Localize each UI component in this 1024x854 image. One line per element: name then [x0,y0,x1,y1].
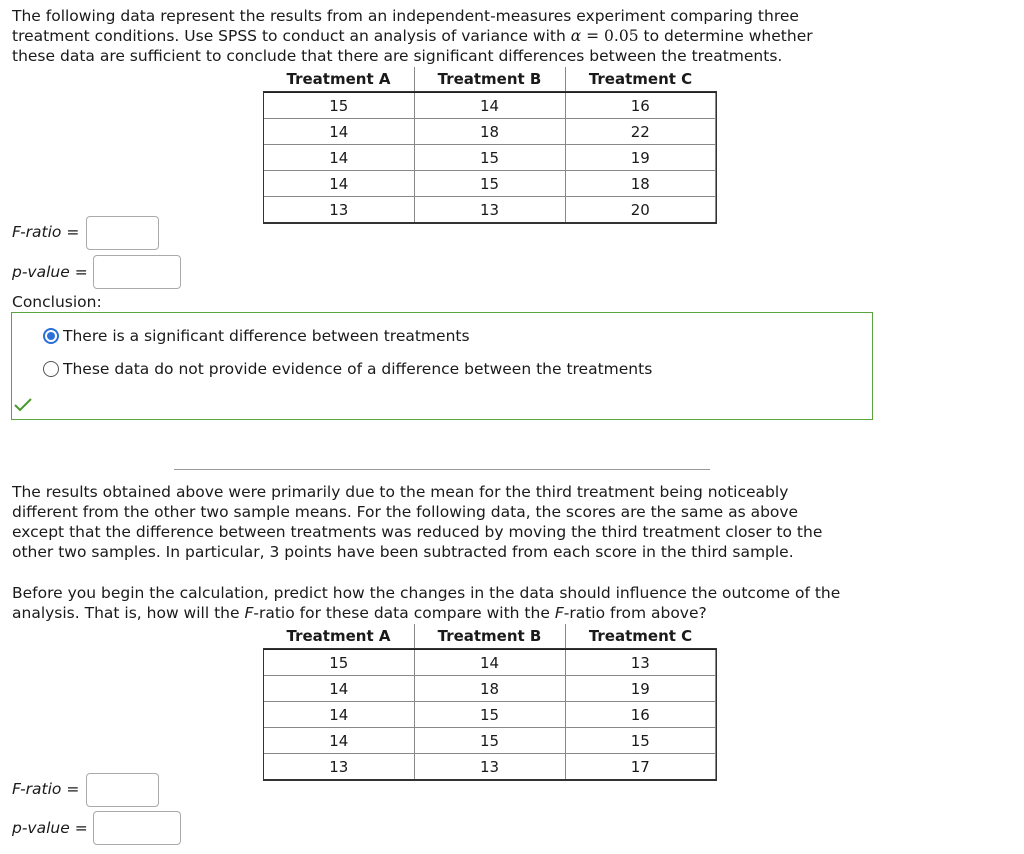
table-cell: 19 [565,145,716,171]
table-cell: 14 [264,145,415,171]
table-cell: 16 [565,702,716,728]
table-cell: 15 [414,171,565,197]
column-header: Treatment B [414,67,565,92]
table-cell: 20 [565,197,716,223]
table-cell: 19 [565,676,716,702]
column-header: Treatment C [565,67,716,92]
f-ratio-input-2[interactable] [86,773,159,807]
intro-line-3: these data are sufficient to conclude that there are significant differences between the treatments. [12,47,783,65]
p-value-label-2: p-value = [12,819,88,837]
table-cell: 13 [414,197,565,223]
table-cell: 13 [264,754,415,780]
table-row [264,649,716,676]
intro-line-1: The following data represent the results from an independent-measures experiment comparing three [12,7,799,25]
table-cell: 14 [264,676,415,702]
conclusion-option-no-evidence[interactable] [43,360,652,378]
column-header: Treatment A [264,67,415,92]
followup-paragraph-1: The results obtained above were primarily due to the mean for the third treatment being noticeably different from the other two sample means. For the following data, the scores are the same as above except that the difference between treatments was reduced by moving the third treatment closer to the other two samples. In particular, 3 points have been subtracted from each score in the third sample. [12,483,823,561]
section-divider [174,469,710,470]
table-cell: 15 [414,145,565,171]
table-row [264,754,716,780]
table-cell: 15 [264,649,415,676]
f-ratio-label: F-ratio = [12,223,80,241]
table-row [264,676,716,702]
p-value-input-2[interactable] [93,811,181,845]
table-cell: 15 [414,702,565,728]
radio-button[interactable] [43,361,59,377]
table-row [264,702,716,728]
option-label: These data do not provide evidence of a difference between the treatments [63,360,653,378]
table-cell: 18 [414,119,565,145]
table-cell: 13 [565,649,716,676]
column-header: Treatment A [264,624,415,649]
intro-line-2: treatment conditions. Use SPSS to conduct an analysis of variance with α = 0.05 to determine whether [12,27,813,45]
table-cell: 13 [414,754,565,780]
table-cell: 14 [264,702,415,728]
table-cell: 17 [565,754,716,780]
alpha-symbol: α [570,27,582,45]
table-cell: 16 [565,92,716,119]
p-value-input[interactable] [93,255,181,289]
table-row [264,145,716,171]
alpha-value: 0.05 [604,27,639,45]
table-cell: 18 [414,676,565,702]
f-ratio-input[interactable] [86,216,159,250]
intro-paragraph [12,6,813,66]
table-cell: 15 [264,92,415,119]
table-cell: 15 [565,728,716,754]
table-row [264,197,716,223]
table-cell: 22 [565,119,716,145]
f-ratio-label-2: F-ratio = [12,780,80,798]
table-cell: 14 [264,728,415,754]
table-row [264,728,716,754]
table-row [264,171,716,197]
data-table-1 [263,67,716,223]
table-row [264,92,716,119]
table-cell: 14 [264,119,415,145]
column-header: Treatment C [565,624,716,649]
conclusion-label: Conclusion: [12,293,102,311]
table-cell: 14 [414,649,565,676]
table-cell: 14 [264,171,415,197]
checkmark-icon [14,398,32,412]
table-cell: 14 [414,92,565,119]
table-header-row [264,67,716,92]
conclusion-option-significant[interactable] [43,327,470,345]
followup-paragraph-2: Before you begin the calculation, predict how the changes in the data should influence the outcome of the analysis. That is, how will the F-ratio for these data compare with the F-ratio from above? [12,584,841,622]
table-cell: 18 [565,171,716,197]
option-label: There is a significant difference between treatments [63,327,470,345]
radio-button-selected[interactable] [43,328,59,344]
column-header: Treatment B [414,624,565,649]
table-header-row [264,624,716,649]
data-table-2 [263,624,716,780]
p-value-label: p-value = [12,263,88,281]
table-row [264,119,716,145]
table-cell: 13 [264,197,415,223]
table-cell: 15 [414,728,565,754]
